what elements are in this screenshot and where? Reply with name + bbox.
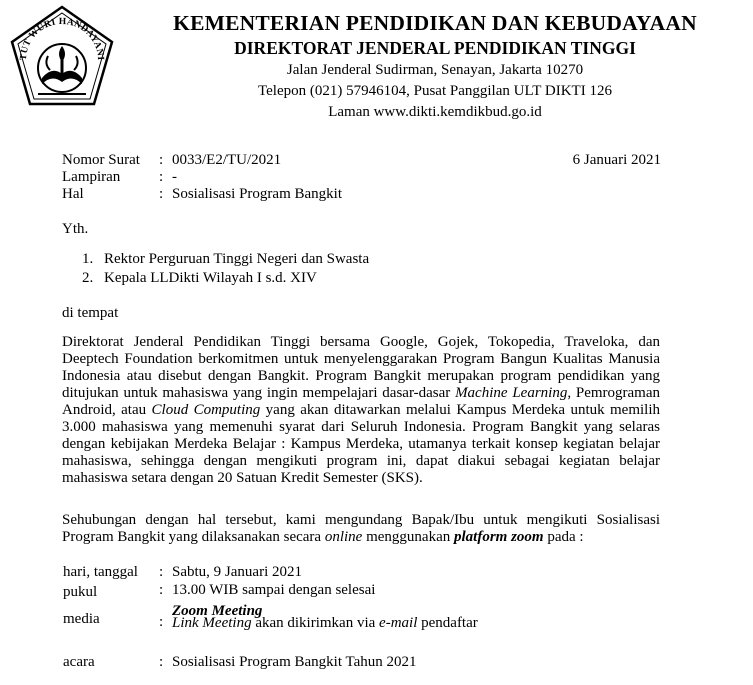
body-paragraph-1: Direktorat Jenderal Pendidikan Tinggi bersama Google, Gojek, Tokopedia, Traveloka, dan Deeptech Foundation berkomitmen untuk menyelenggarakan Program Bangun Kualitas Manusia Indonesia atau disebut dengan Bangkit. Program Bangkit merupakan program pendidikan yang ditujukan untuk mahasiswa yang ingin mempelajari dasar-dasar Machine Learning, Pemrograman Android, atau Cloud Computing yang akan ditawarkan melalui Kampus Merdeka untuk memilih 3.000 mahasiswa yang memenuhi syarat dari Seluruh Indonesia. Program Bangkit yang selaras dengan kebijakan Merdeka Belajar : Kampus Merdeka, utamanya terkait konsep kegiatan belajar mahasiswa, sehingga dengan mengikuti program ini, dapat diakui sebagai kegiatan belajar mahasiswa setara dengan 20 Satuan Kredit Semester (SKS). bbox=[62, 334, 660, 486]
salutation: Yth. bbox=[62, 221, 89, 237]
address: Jalan Jenderal Sudirman, Senayan, Jakarta 10270 bbox=[286, 62, 584, 78]
tut-wuri-handayani-logo bbox=[8, 4, 116, 112]
day-label: hari, tanggal bbox=[63, 564, 138, 580]
body-paragraph-2: Sehubungan dengan hal tersebut, kami mengundang Bapak/Ibu untuk mengikuti Sosialisasi Program Bangkit yang dilaksanakan secara online menggunakan platform zoom pada : bbox=[62, 512, 660, 545]
attachment-value: - bbox=[172, 169, 177, 185]
day-value: Sabtu, 9 Januari 2021 bbox=[172, 564, 302, 580]
number-colon: : bbox=[159, 152, 164, 168]
media-label: media bbox=[63, 611, 100, 627]
media-value-2: Link Meeting akan dikirimkan via e-mail pendaftar bbox=[172, 615, 478, 631]
ministry-name: KEMENTERIAN PENDIDIKAN DAN KEBUDAYAAN bbox=[173, 11, 697, 35]
agenda-value: Sosialisasi Program Bangkit Tahun 2021 bbox=[172, 654, 417, 670]
day-colon: : bbox=[159, 564, 164, 580]
media-colon: : bbox=[159, 614, 164, 630]
recipient-item: Kepala LLDikti Wilayah I s.d. XIV bbox=[104, 270, 317, 286]
attachment-colon: : bbox=[159, 169, 164, 185]
letter-date: 6 Januari 2021 bbox=[572, 152, 661, 168]
number-label: Nomor Surat bbox=[62, 152, 140, 168]
number-value: 0033/E2/TU/2021 bbox=[172, 152, 282, 168]
subject-value: Sosialisasi Program Bangkit bbox=[172, 186, 342, 202]
directorate-name: DIREKTORAT JENDERAL PENDIDIKAN TINGGI bbox=[234, 38, 636, 58]
letterhead bbox=[130, 10, 740, 123]
time-value: 13.00 WIB sampai dengan selesai bbox=[172, 582, 376, 598]
subject-label: Hal bbox=[62, 186, 84, 202]
recipient-number: 1. bbox=[82, 251, 94, 267]
logo-ring-text: TUT WURI HANDAYANI bbox=[18, 16, 106, 61]
website: Laman www.dikti.kemdikbud.go.id bbox=[328, 104, 542, 120]
recipient-item: Rektor Perguruan Tinggi Negeri dan Swasta bbox=[104, 251, 370, 267]
agenda-label: acara bbox=[63, 654, 95, 670]
time-colon: : bbox=[159, 582, 164, 598]
time-label: pukul bbox=[63, 584, 98, 600]
subject-colon: : bbox=[159, 186, 164, 202]
place-line: di tempat bbox=[62, 305, 119, 321]
agenda-colon: : bbox=[159, 654, 164, 670]
recipient-number: 2. bbox=[82, 270, 94, 286]
phone: Telepon (021) 57946104, Pusat Panggilan ULT DIKTI 126 bbox=[258, 83, 612, 99]
media-value-1: Zoom Meeting bbox=[172, 603, 263, 619]
attachment-label: Lampiran bbox=[62, 169, 121, 185]
